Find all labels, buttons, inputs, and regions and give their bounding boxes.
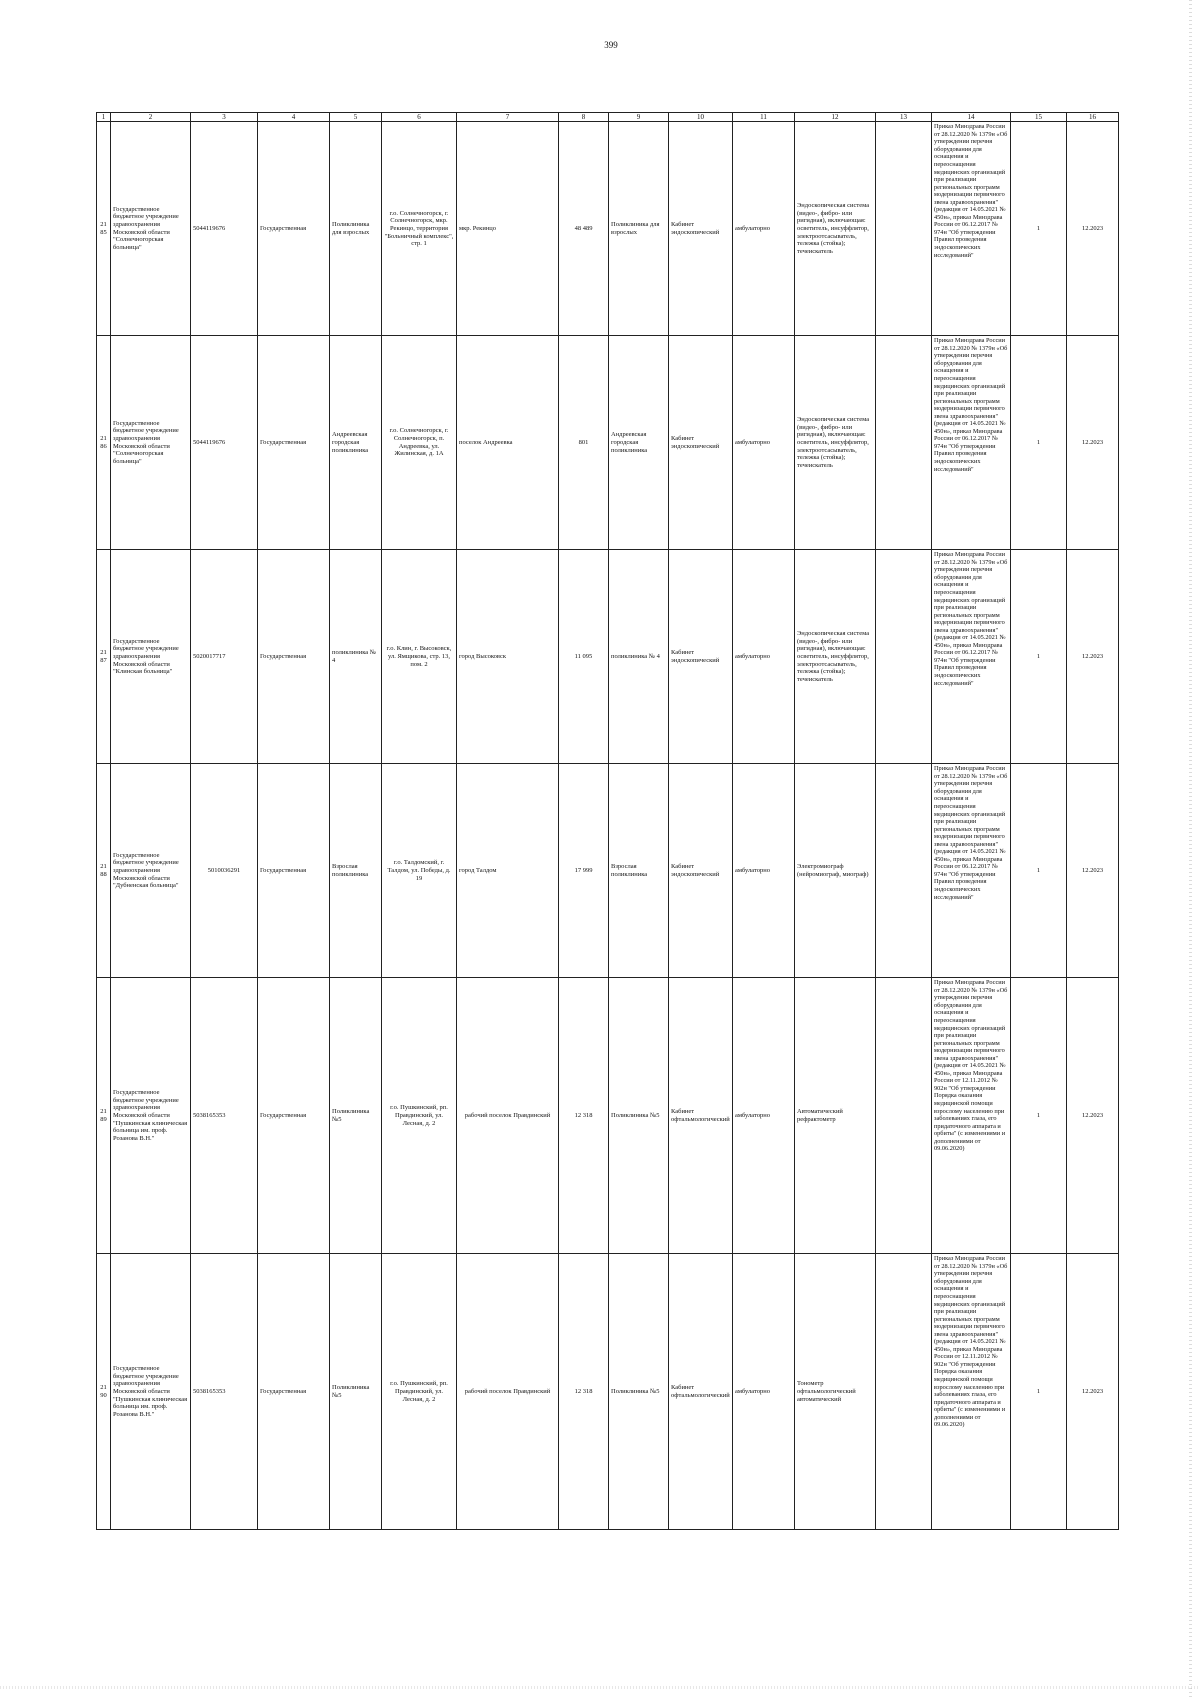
address: г.о. Пушкинский, рп. Правдинский, ул. Лесная, д. 2 xyxy=(382,978,457,1254)
room-name: Кабинет эндоскопический xyxy=(669,336,733,550)
ownership-type: Государственная xyxy=(258,336,330,550)
care-type: амбулаторно xyxy=(733,550,795,764)
column-13-value xyxy=(876,978,932,1254)
population: 11 095 xyxy=(559,550,609,764)
column-header: 2 xyxy=(111,113,191,122)
column-13-value xyxy=(876,1254,932,1530)
column-header: 1 xyxy=(97,113,111,122)
care-type: амбулаторно xyxy=(733,764,795,978)
equipment-name: Электромиограф (нейромиограф, миограф) xyxy=(795,764,876,978)
table-row xyxy=(97,336,1119,550)
organization-name: Государственное бюджетное учреждение здравоохранения Московской области "Пушкинская клиническая больница им. проф. Розанова В.Н." xyxy=(111,1254,191,1530)
column-13-value xyxy=(876,550,932,764)
due-date: 12.2023 xyxy=(1067,1254,1119,1530)
scan-edge-right xyxy=(1189,0,1192,1697)
population: 801 xyxy=(559,336,609,550)
room-name: Кабинет офтальмологический xyxy=(669,1254,733,1530)
inn-value: 5038165353 xyxy=(191,1254,258,1530)
subdivision-name: поликлиника № 4 xyxy=(330,550,382,764)
due-date: 12.2023 xyxy=(1067,550,1119,764)
column-13-value xyxy=(876,336,932,550)
column-header: 9 xyxy=(609,113,669,122)
subdivision-name: Поликлиника №5 xyxy=(330,978,382,1254)
due-date: 12.2023 xyxy=(1067,978,1119,1254)
regulation-text: Приказ Минздрава России от 28.12.2020 № 1379н «Об утверждении перечня оборудования для оснащения и переоснащения медицинских организаций при реализации региональных программ модернизации первичного звена здравоохранения"(редакция от 14.05.2021 № 450н», приказ Минздрава России от 06.12.2017 № 974н "Об утверждении Правил проведения эндоскопических исследований" xyxy=(932,764,1011,978)
address: г.о. Солнечногорск, г. Солнечногорск, п. Андреевка, ул. Жилинская, д. 1А xyxy=(382,336,457,550)
quantity: 1 xyxy=(1011,978,1067,1254)
quantity: 1 xyxy=(1011,1254,1067,1530)
ownership-type: Государственная xyxy=(258,550,330,764)
care-type: амбулаторно xyxy=(733,336,795,550)
settlement: рабочий поселок Правдинский xyxy=(457,1254,559,1530)
population: 48 489 xyxy=(559,122,609,336)
ownership-type: Государственная xyxy=(258,1254,330,1530)
column-header: 7 xyxy=(457,113,559,122)
regulation-text: Приказ Минздрава России от 28.12.2020 № 1379н «Об утверждении перечня оборудования для оснащения и переоснащения медицинских организаций при реализации региональных программ модернизации первичного звена здравоохранения"(редакция от 14.05.2021 № 450н», приказ Минздрава России от 06.12.2017 № 974н "Об утверждении Правил проведения эндоскопических исследований" xyxy=(932,122,1011,336)
column-header: 8 xyxy=(559,113,609,122)
settlement: рабочий поселок Правдинский xyxy=(457,978,559,1254)
organization-name: Государственное бюджетное учреждение здравоохранения Московской области "Дубненская больница" xyxy=(111,764,191,978)
unit-name: поликлиника № 4 xyxy=(609,550,669,764)
column-header: 13 xyxy=(876,113,932,122)
table-row xyxy=(97,978,1119,1254)
due-date: 12.2023 xyxy=(1067,764,1119,978)
inn-value: 5010036291 xyxy=(191,764,258,978)
unit-name: Поликлиника для взрослых xyxy=(609,122,669,336)
equipment-name: Эндоскопическая система (видео-, фибро- или ригидная), включающая: осветитель, инсуффлятор, электроотсасыватель, тележка (стойка); течеискатель xyxy=(795,122,876,336)
column-header: 11 xyxy=(733,113,795,122)
column-header: 14 xyxy=(932,113,1011,122)
column-numbers-row xyxy=(97,113,1119,122)
column-header: 3 xyxy=(191,113,258,122)
quantity: 1 xyxy=(1011,550,1067,764)
due-date: 12.2023 xyxy=(1067,336,1119,550)
ownership-type: Государственная xyxy=(258,122,330,336)
quantity: 1 xyxy=(1011,336,1067,550)
settlement: город Талдом xyxy=(457,764,559,978)
column-header: 15 xyxy=(1011,113,1067,122)
register-table xyxy=(96,112,1119,1530)
row-number: 2187 xyxy=(97,550,111,764)
unit-name: Взрослая поликлиника xyxy=(609,764,669,978)
address: г.о. Талдомский, г. Талдом, ул. Победы, д. 19 xyxy=(382,764,457,978)
regulation-text: Приказ Минздрава России от 28.12.2020 № 1379н «Об утверждении перечня оборудования для оснащения и переоснащения медицинских организаций при реализации региональных программ модернизации первичного звена здравоохранения"(редакция от 14.05.2021 № 450н», приказ Минздрава России от 06.12.2017 № 974н "Об утверждении Правил проведения эндоскопических исследований" xyxy=(932,336,1011,550)
regulation-text: Приказ Минздрава России от 28.12.2020 № 1379н «Об утверждении перечня оборудования для оснащения и переоснащения медицинских организаций при реализации региональных программ модернизации первичного звена здравоохранения"(редакция от 14.05.2021 № 450н», приказ Минздрава России от 06.12.2017 № 974н "Об утверждении Правил проведения эндоскопических исследований" xyxy=(932,550,1011,764)
register-table-wrapper xyxy=(96,112,1119,1530)
ownership-type: Государственная xyxy=(258,764,330,978)
inn-value: 5044119676 xyxy=(191,336,258,550)
quantity: 1 xyxy=(1011,122,1067,336)
unit-name: Поликлиника №5 xyxy=(609,1254,669,1530)
subdivision-name: Поликлиника №5 xyxy=(330,1254,382,1530)
equipment-name: Тонометр офтальмологический автоматический xyxy=(795,1254,876,1530)
organization-name: Государственное бюджетное учреждение здравоохранения Московской области "Солнечногорская больница" xyxy=(111,122,191,336)
inn-value: 5038165353 xyxy=(191,978,258,1254)
inn-value: 5020017717 xyxy=(191,550,258,764)
row-number: 2185 xyxy=(97,122,111,336)
room-name: Кабинет эндоскопический xyxy=(669,764,733,978)
subdivision-name: Поликлиника для взрослых xyxy=(330,122,382,336)
column-header: 12 xyxy=(795,113,876,122)
settlement: город Высоковск xyxy=(457,550,559,764)
unit-name: Поликлиника №5 xyxy=(609,978,669,1254)
column-header: 4 xyxy=(258,113,330,122)
row-number: 2190 xyxy=(97,1254,111,1530)
row-number: 2186 xyxy=(97,336,111,550)
regulation-text: Приказ Минздрава России от 28.12.2020 № 1379н «Об утверждении перечня оборудования для оснащения и переоснащения медицинских организаций при реализации региональных программ модернизации первичного звена здравоохранения"(редакция от 14.05.2021 № 450н», приказ Минздрава России от 12.11.2012 № 902н "Об утверждении Порядка оказания медицинской помощи взрослому населению при заболеваниях глаза, его придаточного аппарата и орбиты" (с изменениями и дополнениями от 09.06.2020) xyxy=(932,1254,1011,1530)
equipment-name: Эндоскопическая система (видео-, фибро- или ригидная), включающая: осветитель, инсуффлятор, электроотсасыватель, тележка (стойка); течеискатель xyxy=(795,550,876,764)
equipment-name: Эндоскопическая система (видео-, фибро- или ригидная), включающая: осветитель, инсуффлятор, электроотсасыватель, тележка (стойка); течеискатель xyxy=(795,336,876,550)
scan-noise-bottom xyxy=(0,1686,1200,1689)
population: 12 318 xyxy=(559,1254,609,1530)
population: 17 999 xyxy=(559,764,609,978)
room-name: Кабинет эндоскопический xyxy=(669,550,733,764)
unit-name: Андреевская городская поликлиника xyxy=(609,336,669,550)
table-row xyxy=(97,550,1119,764)
room-name: Кабинет эндоскопический xyxy=(669,122,733,336)
column-header: 5 xyxy=(330,113,382,122)
care-type: амбулаторно xyxy=(733,1254,795,1530)
page-number: 399 xyxy=(604,40,618,50)
column-13-value xyxy=(876,122,932,336)
table-row xyxy=(97,122,1119,336)
column-header: 16 xyxy=(1067,113,1119,122)
organization-name: Государственное бюджетное учреждение здравоохранения Московской области "Клинская больница" xyxy=(111,550,191,764)
population: 12 318 xyxy=(559,978,609,1254)
due-date: 12.2023 xyxy=(1067,122,1119,336)
care-type: амбулаторно xyxy=(733,122,795,336)
column-13-value xyxy=(876,764,932,978)
inn-value: 5044119676 xyxy=(191,122,258,336)
care-type: амбулаторно xyxy=(733,978,795,1254)
subdivision-name: Взрослая поликлиника xyxy=(330,764,382,978)
table-row xyxy=(97,1254,1119,1530)
room-name: Кабинет офтальмологический xyxy=(669,978,733,1254)
column-header: 10 xyxy=(669,113,733,122)
quantity: 1 xyxy=(1011,764,1067,978)
settlement: мкр. Рекинцо xyxy=(457,122,559,336)
subdivision-name: Андреевская городская поликлиника xyxy=(330,336,382,550)
organization-name: Государственное бюджетное учреждение здравоохранения Московской области "Солнечногорская больница" xyxy=(111,336,191,550)
ownership-type: Государственная xyxy=(258,978,330,1254)
table-row xyxy=(97,764,1119,978)
address: г.о. Солнечногорск, г. Солнечногорск, мкр. Рекинцо, территория "Больничный комплекс", стр. 1 xyxy=(382,122,457,336)
row-number: 2189 xyxy=(97,978,111,1254)
column-header: 6 xyxy=(382,113,457,122)
row-number: 2188 xyxy=(97,764,111,978)
settlement: поселок Андреевка xyxy=(457,336,559,550)
equipment-name: Автоматический рефрактометр xyxy=(795,978,876,1254)
address: г.о. Пушкинский, рп. Правдинский, ул. Лесная, д. 2 xyxy=(382,1254,457,1530)
regulation-text: Приказ Минздрава России от 28.12.2020 № 1379н «Об утверждении перечня оборудования для оснащения и переоснащения медицинских организаций при реализации региональных программ модернизации первичного звена здравоохранения"(редакция от 14.05.2021 № 450н», приказ Минздрава России от 12.11.2012 № 902н "Об утверждении Порядка оказания медицинской помощи взрослому населению при заболеваниях глаза, его придаточного аппарата и орбиты" (с изменениями и дополнениями от 09.06.2020) xyxy=(932,978,1011,1254)
address: г.о. Клин, г. Высоковск, ул. Ямщикова, стр. 13, пом. 2 xyxy=(382,550,457,764)
organization-name: Государственное бюджетное учреждение здравоохранения Московской области "Пушкинская клиническая больница им. проф. Розанова В.Н." xyxy=(111,978,191,1254)
